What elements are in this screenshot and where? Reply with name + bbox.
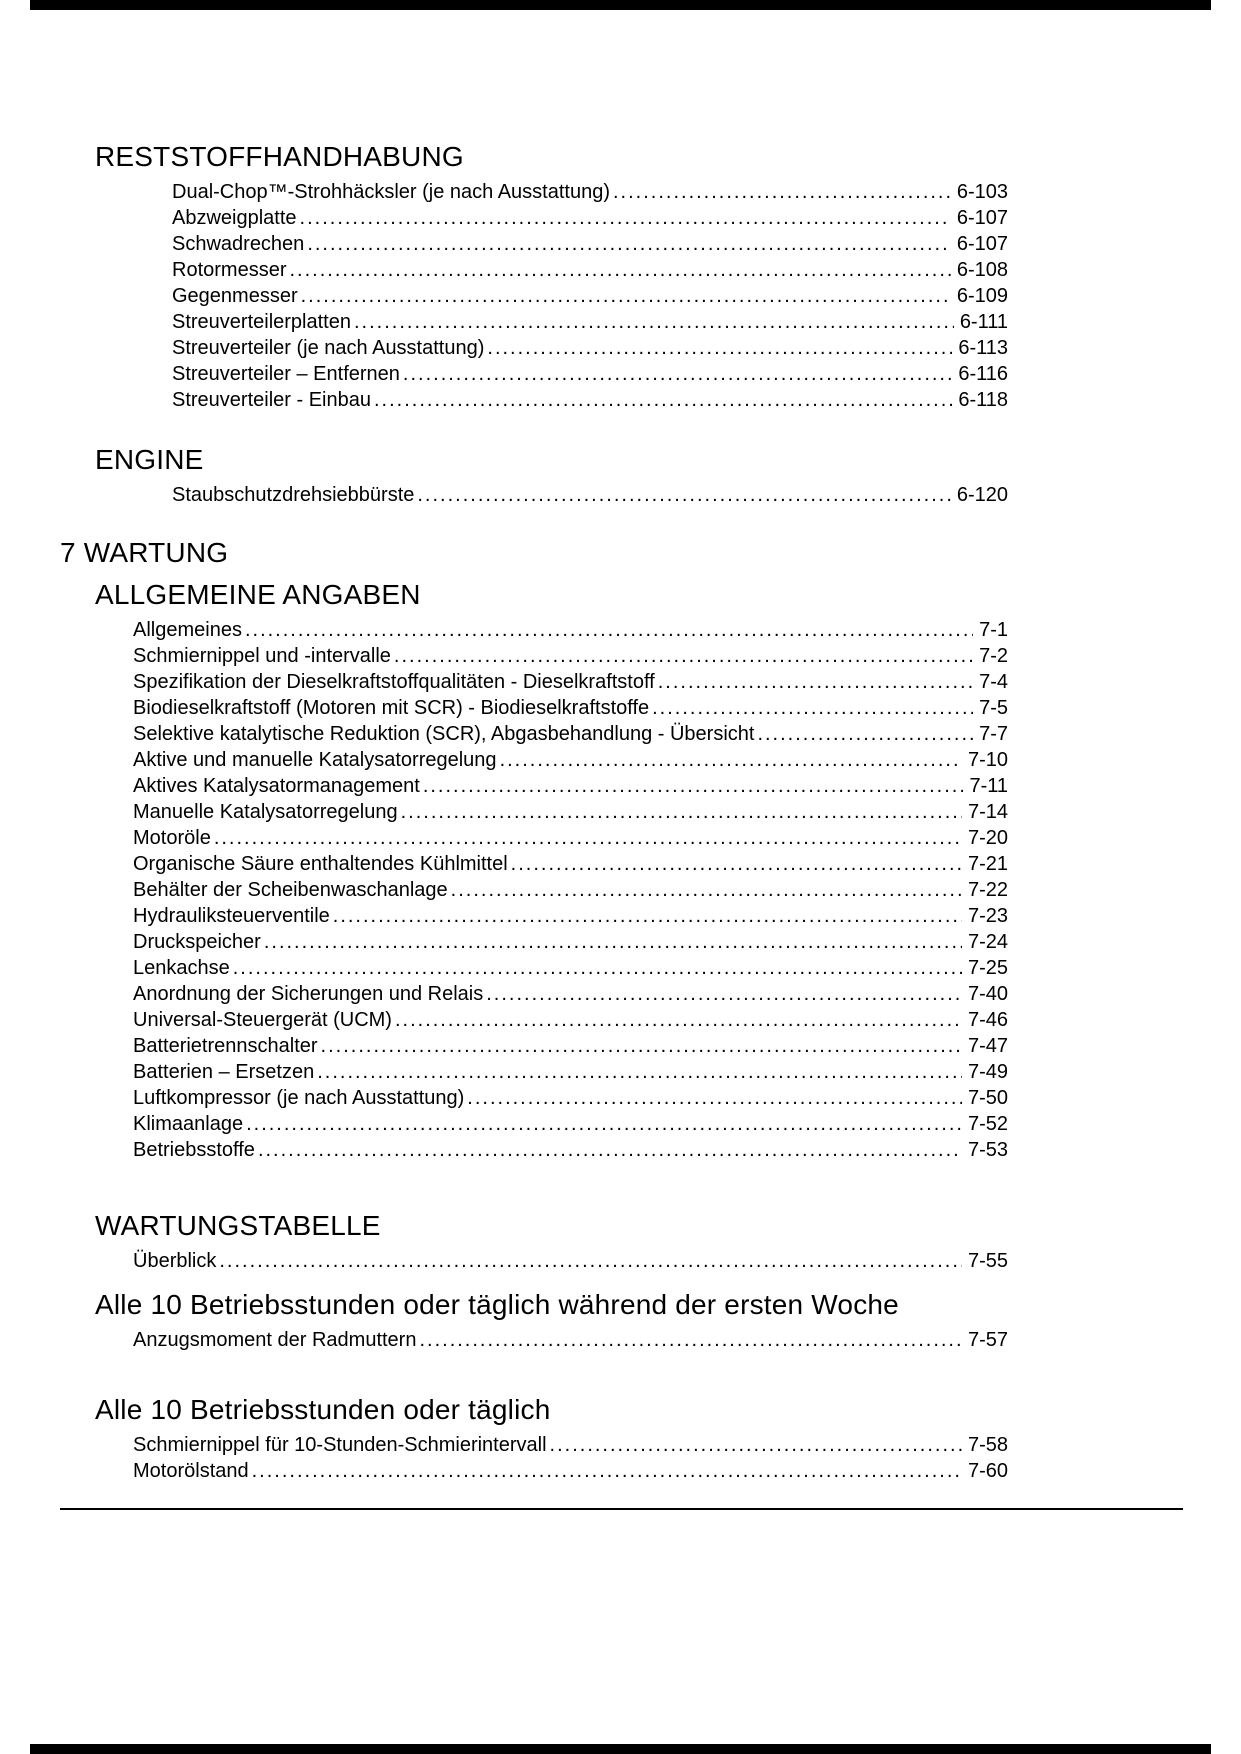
toc-entry <box>133 1137 1008 1163</box>
toc-entry-page-number: 6-113 <box>958 337 1008 359</box>
toc-entry <box>133 721 1008 747</box>
toc-entry-leader-dots <box>550 1432 962 1458</box>
toc-entry-leader-dots <box>652 695 973 721</box>
toc-entry-list <box>133 617 1008 1163</box>
toc-entry-leader-dots <box>394 643 973 669</box>
toc-entry <box>133 695 1008 721</box>
toc-entry <box>133 1432 1008 1458</box>
toc-entry-leader-dots <box>245 617 973 643</box>
toc-entry <box>133 903 1008 929</box>
toc-entry-page-number: 6-109 <box>956 285 1008 307</box>
toc-entry-leader-dots <box>403 361 952 387</box>
toc-block-section <box>60 140 1181 413</box>
toc-entry-leader-dots <box>487 335 952 361</box>
toc-entry-leader-dots <box>317 1059 962 1085</box>
toc-entry-title: Manuelle Katalysatorregelung <box>133 801 398 823</box>
toc-entry-page-number: 7-11 <box>969 775 1008 797</box>
toc-entry <box>172 257 1008 283</box>
toc-entry <box>172 361 1008 387</box>
toc-heading: WARTUNGSTABELLE <box>95 1210 381 1241</box>
toc-entry-page-number: 7-7 <box>979 723 1008 745</box>
toc-entry-title: Motorölstand <box>133 1460 249 1482</box>
toc-entry-title: Anzugsmoment der Radmuttern <box>133 1329 417 1351</box>
toc-entry <box>133 669 1008 695</box>
toc-entry-title: Klimaanlage <box>133 1113 244 1135</box>
toc-entry-page-number: 7-10 <box>967 749 1008 771</box>
toc-entry-leader-dots <box>395 1007 962 1033</box>
toc-entry-leader-dots <box>258 1137 962 1163</box>
toc-heading: RESTSTOFFHANDHABUNG <box>95 141 464 172</box>
toc-entry-title: Hydrauliksteuerventile <box>133 905 330 927</box>
toc-block-section <box>60 578 1181 1163</box>
toc-entry-title: Streuverteiler - Einbau <box>172 389 371 411</box>
toc-entry-leader-dots <box>658 669 973 695</box>
toc-entry-page-number: 7-23 <box>967 905 1008 927</box>
toc-heading: 7 WARTUNG <box>60 537 229 568</box>
toc-entry-page-number: 7-55 <box>967 1250 1008 1272</box>
toc-entry-title: Universal-Steuergerät (UCM) <box>133 1009 392 1031</box>
toc-entry-title: Spezifikation der Dieselkraftstoffqualitäten - Dieselkraftstoff <box>133 671 655 693</box>
toc-entry-leader-dots <box>233 955 962 981</box>
toc-entry-list <box>172 179 1008 413</box>
toc-entry <box>172 309 1008 335</box>
toc-heading: ENGINE <box>95 444 204 475</box>
toc-entry-title: Luftkompressor (je nach Ausstattung) <box>133 1087 465 1109</box>
toc-entry <box>133 877 1008 903</box>
toc-entry-leader-dots <box>214 825 962 851</box>
toc-entry-title: Betriebsstoffe <box>133 1139 255 1161</box>
toc-block-subsection <box>60 1288 1181 1353</box>
toc-entry-page-number: 6-108 <box>956 259 1008 281</box>
toc-entry-leader-dots <box>511 851 962 877</box>
toc-entry-title: Schmiernippel für 10-Stunden-Schmierintervall <box>133 1434 547 1456</box>
toc-heading: ALLGEMEINE ANGABEN <box>95 579 421 610</box>
toc-entry <box>133 1085 1008 1111</box>
toc-entry-title: Batterietrennschalter <box>133 1035 318 1057</box>
toc-entry-leader-dots <box>486 981 962 1007</box>
toc-entry-title: Rotormesser <box>172 259 287 281</box>
toc-entry <box>133 981 1008 1007</box>
toc-entry-page-number: 6-107 <box>956 207 1008 229</box>
toc-entry-page-number: 7-14 <box>967 801 1008 823</box>
toc-entry-leader-dots <box>423 773 964 799</box>
toc-entry-leader-dots <box>374 387 952 413</box>
toc-entry <box>133 851 1008 877</box>
table-of-contents <box>60 0 1181 1484</box>
toc-entry-list <box>133 1327 1008 1353</box>
toc-entry-page-number: 7-58 <box>967 1434 1008 1456</box>
toc-entry-title: Abzweigplatte <box>172 207 297 229</box>
toc-entry-list <box>133 1432 1008 1484</box>
toc-entry-page-number: 7-52 <box>967 1113 1008 1135</box>
toc-entry-leader-dots <box>321 1033 962 1059</box>
toc-entry-title: Überblick <box>133 1250 217 1272</box>
toc-entry-leader-dots <box>264 929 962 955</box>
toc-entry <box>133 1111 1008 1137</box>
toc-entry-title: Aktive und manuelle Katalysatorregelung <box>133 749 497 771</box>
toc-entry-list <box>133 1248 1008 1274</box>
toc-entry-title: Aktives Katalysatormanagement <box>133 775 420 797</box>
toc-entry <box>133 929 1008 955</box>
toc-entry <box>133 1248 1008 1274</box>
toc-entry-list <box>172 482 1008 508</box>
toc-entry-page-number: 7-57 <box>967 1329 1008 1351</box>
toc-entry-page-number: 7-47 <box>967 1035 1008 1057</box>
toc-entry-leader-dots <box>333 903 962 929</box>
toc-entry <box>172 335 1008 361</box>
toc-entry-leader-dots <box>307 231 951 257</box>
toc-entry-page-number: 6-103 <box>956 181 1008 203</box>
toc-entry-leader-dots <box>252 1458 962 1484</box>
footer-rule <box>60 1508 1183 1510</box>
toc-block-section <box>60 443 1181 508</box>
toc-entry <box>133 1007 1008 1033</box>
toc-entry-title: Druckspeicher <box>133 931 261 953</box>
toc-entry-title: Dual-Chop™-Strohhäcksler (je nach Ausstattung) <box>172 181 610 203</box>
toc-entry-leader-dots <box>500 747 962 773</box>
toc-entry <box>172 387 1008 413</box>
toc-entry <box>133 955 1008 981</box>
toc-entry-page-number: 7-5 <box>979 697 1008 719</box>
toc-entry-title: Behälter der Scheibenwaschanlage <box>133 879 448 901</box>
toc-entry-leader-dots <box>301 283 951 309</box>
toc-entry <box>133 799 1008 825</box>
toc-entry-title: Motoröle <box>133 827 211 849</box>
toc-entry-leader-dots <box>467 1085 962 1111</box>
toc-entry-leader-dots <box>613 179 951 205</box>
toc-heading: Alle 10 Betriebsstunden oder täglich <box>95 1394 551 1425</box>
toc-entry <box>133 825 1008 851</box>
toc-entry-page-number: 7-2 <box>979 645 1008 667</box>
toc-entry-title: Schwadrechen <box>172 233 305 255</box>
toc-entry-leader-dots <box>354 309 954 335</box>
toc-entry-page-number: 6-120 <box>956 484 1008 506</box>
toc-entry-page-number: 7-21 <box>967 853 1008 875</box>
toc-entry-page-number: 6-118 <box>958 389 1008 411</box>
toc-entry-page-number: 7-60 <box>967 1460 1008 1482</box>
toc-entry <box>172 283 1008 309</box>
bottom-edge-bar <box>30 1744 1211 1754</box>
toc-entry <box>172 179 1008 205</box>
toc-entry-leader-dots <box>289 257 950 283</box>
toc-entry-leader-dots <box>401 799 962 825</box>
toc-entry <box>133 617 1008 643</box>
toc-entry-page-number: 7-53 <box>967 1139 1008 1161</box>
toc-entry <box>133 773 1008 799</box>
toc-entry-page-number: 6-111 <box>959 311 1008 333</box>
toc-entry-leader-dots <box>757 721 973 747</box>
toc-block-section <box>60 1209 1181 1274</box>
toc-entry <box>133 643 1008 669</box>
toc-entry-page-number: 7-46 <box>967 1009 1008 1031</box>
toc-entry-page-number: 7-25 <box>967 957 1008 979</box>
toc-entry-title: Streuverteiler (je nach Ausstattung) <box>172 337 485 359</box>
toc-entry-leader-dots <box>419 1327 962 1353</box>
toc-entry-title: Allgemeines <box>133 619 242 641</box>
toc-entry-leader-dots <box>451 877 962 903</box>
toc-entry <box>172 205 1008 231</box>
toc-entry-page-number: 6-107 <box>956 233 1008 255</box>
toc-entry-page-number: 7-1 <box>979 619 1008 641</box>
toc-entry-title: Anordnung der Sicherungen und Relais <box>133 983 484 1005</box>
toc-entry-page-number: 7-22 <box>967 879 1008 901</box>
toc-block-chapter <box>60 536 1181 570</box>
toc-entry <box>172 231 1008 257</box>
toc-entry-title: Gegenmesser <box>172 285 298 307</box>
toc-entry-page-number: 7-20 <box>967 827 1008 849</box>
toc-entry-title: Lenkachse <box>133 957 230 979</box>
toc-entry-title: Selektive katalytische Reduktion (SCR), Abgasbehandlung - Übersicht <box>133 723 755 745</box>
toc-entry-page-number: 7-49 <box>967 1061 1008 1083</box>
toc-entry-page-number: 7-50 <box>967 1087 1008 1109</box>
toc-entry <box>133 1327 1008 1353</box>
toc-block-subsection <box>60 1393 1181 1484</box>
toc-entry-title: Streuverteiler – Entfernen <box>172 363 400 385</box>
toc-entry-leader-dots <box>417 482 950 508</box>
toc-entry-page-number: 7-40 <box>967 983 1008 1005</box>
toc-entry-title: Schmiernippel und -intervalle <box>133 645 391 667</box>
toc-entry-leader-dots <box>219 1248 962 1274</box>
toc-entry-title: Batterien – Ersetzen <box>133 1061 315 1083</box>
toc-entry <box>133 1458 1008 1484</box>
toc-entry <box>133 747 1008 773</box>
toc-entry-title: Streuverteilerplatten <box>172 311 351 333</box>
toc-entry-title: Organische Säure enthaltendes Kühlmittel <box>133 853 508 875</box>
toc-entry-page-number: 6-116 <box>958 363 1008 385</box>
toc-entry-page-number: 7-4 <box>979 671 1008 693</box>
toc-entry-title: Staubschutzdrehsiebbürste <box>172 484 415 506</box>
toc-entry-title: Biodieselkraftstoff (Motoren mit SCR) - Biodieselkraftstoffe <box>133 697 650 719</box>
toc-entry-leader-dots <box>300 205 951 231</box>
toc-entry <box>172 482 1008 508</box>
toc-heading: Alle 10 Betriebsstunden oder täglich während der ersten Woche <box>95 1289 899 1320</box>
toc-entry <box>133 1033 1008 1059</box>
toc-entry-leader-dots <box>246 1111 962 1137</box>
toc-entry-page-number: 7-24 <box>967 931 1008 953</box>
toc-entry <box>133 1059 1008 1085</box>
